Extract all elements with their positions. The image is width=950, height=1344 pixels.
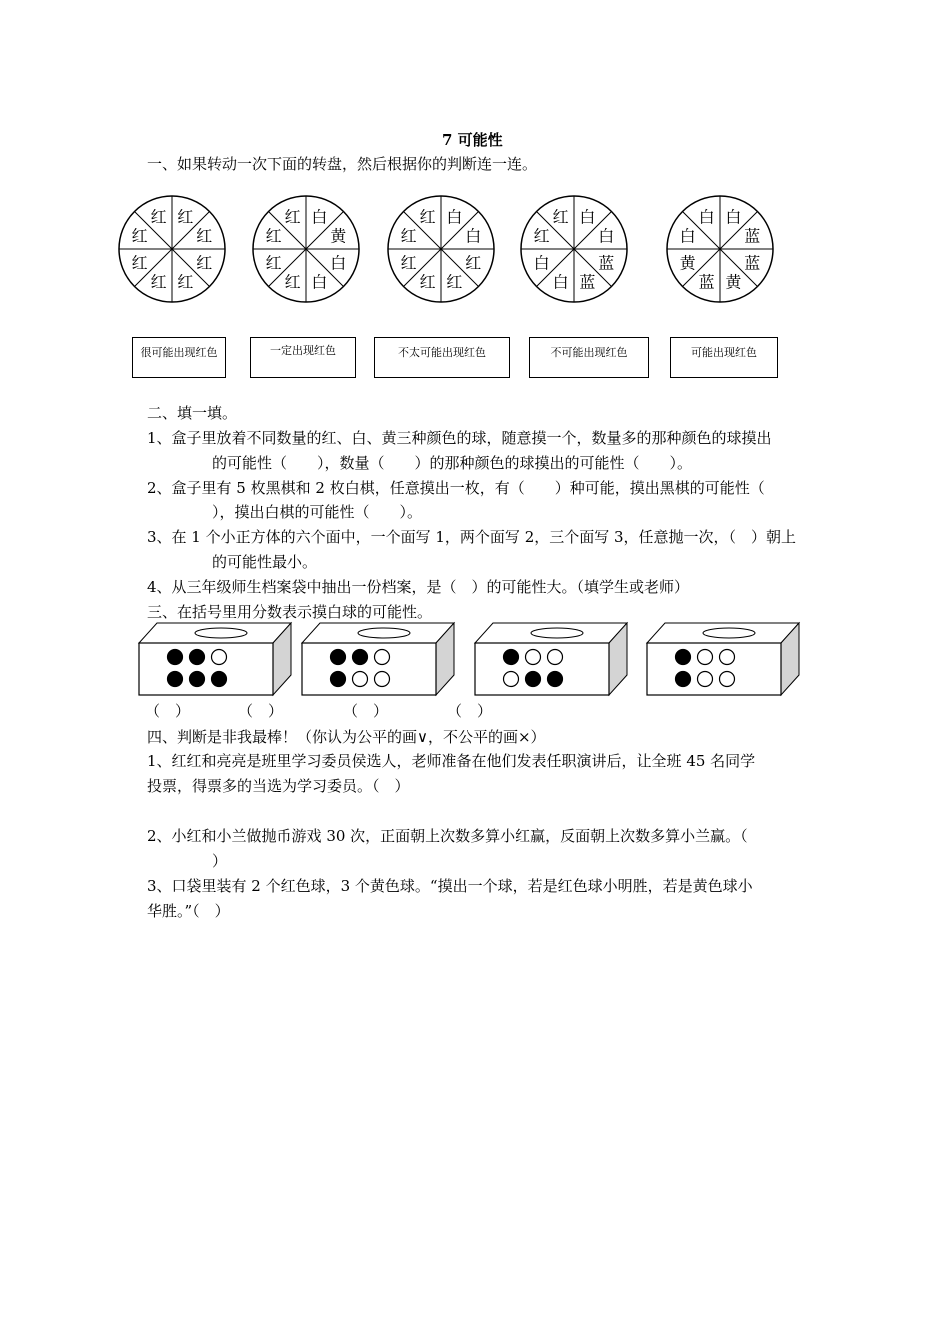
box-front-face — [302, 643, 436, 695]
wheel-sector-label: 白 — [311, 207, 328, 227]
q2-4: 4、从三年级师生档案袋中抽出一份档案，是（ ）的可能性大。（填学生或老师） — [147, 578, 690, 596]
spinner-wheel-2 — [251, 194, 361, 304]
white-ball — [504, 672, 519, 687]
wheel-sector-label: 白 — [679, 226, 696, 246]
label-box-2 — [250, 337, 356, 378]
q2-3-line2: 的可能性最小。 — [212, 553, 318, 571]
ball-box-3 — [474, 622, 630, 698]
white-ball — [698, 650, 713, 665]
q4-1-line1: 1、红红和亮亮是班里学习委员侯选人，老师准备在他们发表任职演讲后，让全班 45 名同学 — [147, 752, 756, 770]
black-ball — [353, 650, 368, 665]
black-ball — [190, 672, 205, 687]
white-ball — [720, 650, 735, 665]
blank-4: （ ） — [447, 702, 493, 720]
wheel-sector-label: 红 — [196, 253, 213, 273]
wheel-sector-label: 红 — [400, 226, 417, 246]
ball-box-1 — [138, 622, 294, 698]
wheel-sector-label: 白 — [579, 207, 596, 227]
label-box-1: 很可能出现红色 — [132, 337, 226, 378]
black-ball — [676, 672, 691, 687]
white-ball — [720, 672, 735, 687]
wheel-sector-label: 红 — [446, 272, 463, 292]
section3-heading: 三、在括号里用分数表示摸白球的可能性。 — [147, 603, 433, 621]
box-opening — [531, 628, 583, 638]
q2-1-line2: 的可能性（ ），数量（ ）的那种颜色的球摸出的可能性（ ）。 — [212, 454, 693, 472]
wheel-sector-label: 白 — [330, 253, 347, 273]
box-opening — [358, 628, 410, 638]
wheel-sector-label: 红 — [265, 226, 282, 246]
wheel-sector-label: 白 — [446, 207, 463, 227]
q4-3-line2: 华胜。”（ ） — [147, 902, 230, 920]
ball-box-4 — [646, 622, 802, 698]
spinner-wheel-1 — [117, 194, 227, 304]
black-ball — [504, 650, 519, 665]
spinner-wheel-3 — [386, 194, 496, 304]
wheel-sector-label: 红 — [131, 253, 148, 273]
blank-2: （ ） — [238, 702, 284, 720]
spinner-wheel-5 — [665, 194, 775, 304]
wheel-sector-label: 黄 — [725, 272, 742, 292]
box-front-face — [647, 643, 781, 695]
section4-heading: 四、判断是非我最棒！（你认为公平的画∨，不公平的画×） — [147, 728, 546, 746]
white-ball — [548, 650, 563, 665]
ball-box-2 — [301, 622, 457, 698]
black-ball — [212, 672, 227, 687]
box-front-face — [475, 643, 609, 695]
wheel-sector-label: 白 — [533, 253, 550, 273]
blank-3: （ ） — [343, 702, 389, 720]
black-ball — [168, 672, 183, 687]
wheel-sector-label: 白 — [311, 272, 328, 292]
box-opening — [195, 628, 247, 638]
black-ball — [676, 650, 691, 665]
box-opening — [703, 628, 755, 638]
wheel-sector-label: 红 — [177, 207, 194, 227]
wheel-sector-label: 红 — [552, 207, 569, 227]
section2-heading: 二、填一填。 — [147, 404, 238, 422]
wheel-sector-label: 蓝 — [744, 253, 761, 273]
white-ball — [375, 672, 390, 687]
label-box-3: 不太可能出现红色 — [374, 337, 510, 378]
wheel-sector-label: 白 — [725, 207, 742, 227]
q4-2-line1: 2、小红和小兰做抛币游戏 30 次，正面朝上次数多算小红赢，反面朝上次数多算小兰赢。（ — [147, 827, 748, 845]
wheel-sector-label: 黄 — [330, 226, 347, 246]
wheel-sector-label: 红 — [284, 272, 301, 292]
wheel-sector-label: 白 — [465, 226, 482, 246]
white-ball — [212, 650, 227, 665]
black-ball — [331, 650, 346, 665]
wheel-sector-label: 红 — [150, 272, 167, 292]
wheel-sector-label: 红 — [465, 253, 482, 273]
white-ball — [698, 672, 713, 687]
white-ball — [353, 672, 368, 687]
wheel-sector-label: 红 — [400, 253, 417, 273]
section1-heading: 一、如果转动一次下面的转盘，然后根据你的判断连一连。 — [147, 155, 538, 173]
wheel-sector-label: 红 — [131, 226, 148, 246]
blank-1: （ ） — [145, 702, 191, 720]
wheel-sector-label: 红 — [419, 272, 436, 292]
q2-1-line1: 1、盒子里放着不同数量的红、白、黄三种颜色的球，随意摸一个，数量多的那种颜色的球摸出 — [147, 429, 772, 447]
wheel-sector-label: 白 — [698, 207, 715, 227]
wheel-sector-label: 蓝 — [579, 272, 596, 292]
label-box-5: 可能出现红色 — [670, 337, 778, 378]
q4-3-line1: 3、口袋里装有 2 个红色球，3 个黄色球。“摸出一个球，若是红色球小明胜，若是黄色球小 — [147, 877, 753, 895]
wheel-sector-label: 红 — [419, 207, 436, 227]
q4-2-line2: ） — [212, 852, 228, 870]
wheel-sector-label: 红 — [196, 226, 213, 246]
spinner-wheel-4 — [519, 194, 629, 304]
label-box-4: 不可能出现红色 — [529, 337, 649, 378]
wheel-sector-label: 蓝 — [698, 272, 715, 292]
wheel-sector-label: 白 — [598, 226, 615, 246]
black-ball — [331, 672, 346, 687]
page-title: 7 可能性 — [442, 131, 503, 149]
q2-2-line1: 2、盒子里有 5 枚黑棋和 2 枚白棋，任意摸出一枚，有（ ）种可能，摸出黑棋的可能性（ — [147, 479, 765, 497]
wheel-sector-label: 红 — [177, 272, 194, 292]
label-box-2-text: 一定出现红色 — [270, 344, 336, 357]
white-ball — [526, 650, 541, 665]
black-ball — [190, 650, 205, 665]
wheel-sector-label: 白 — [552, 272, 569, 292]
black-ball — [168, 650, 183, 665]
q2-3-line1: 3、在 1 个小正方体的六个面中，一个面写 1，两个面写 2，三个面写 3，任意抛一次，（ ）朝上 — [147, 528, 797, 546]
wheel-sector-label: 蓝 — [744, 226, 761, 246]
box-front-face — [139, 643, 273, 695]
black-ball — [526, 672, 541, 687]
wheel-sector-label: 红 — [533, 226, 550, 246]
q4-1-line2: 投票，得票多的当选为学习委员。（ ） — [147, 777, 410, 795]
white-ball — [375, 650, 390, 665]
wheel-sector-label: 红 — [284, 207, 301, 227]
wheel-sector-label: 红 — [150, 207, 167, 227]
wheel-sector-label: 红 — [265, 253, 282, 273]
wheel-sector-label: 蓝 — [598, 253, 615, 273]
black-ball — [548, 672, 563, 687]
q2-2-line2: ），摸出白棋的可能性（ ）。 — [212, 503, 423, 521]
wheel-sector-label: 黄 — [679, 253, 696, 273]
